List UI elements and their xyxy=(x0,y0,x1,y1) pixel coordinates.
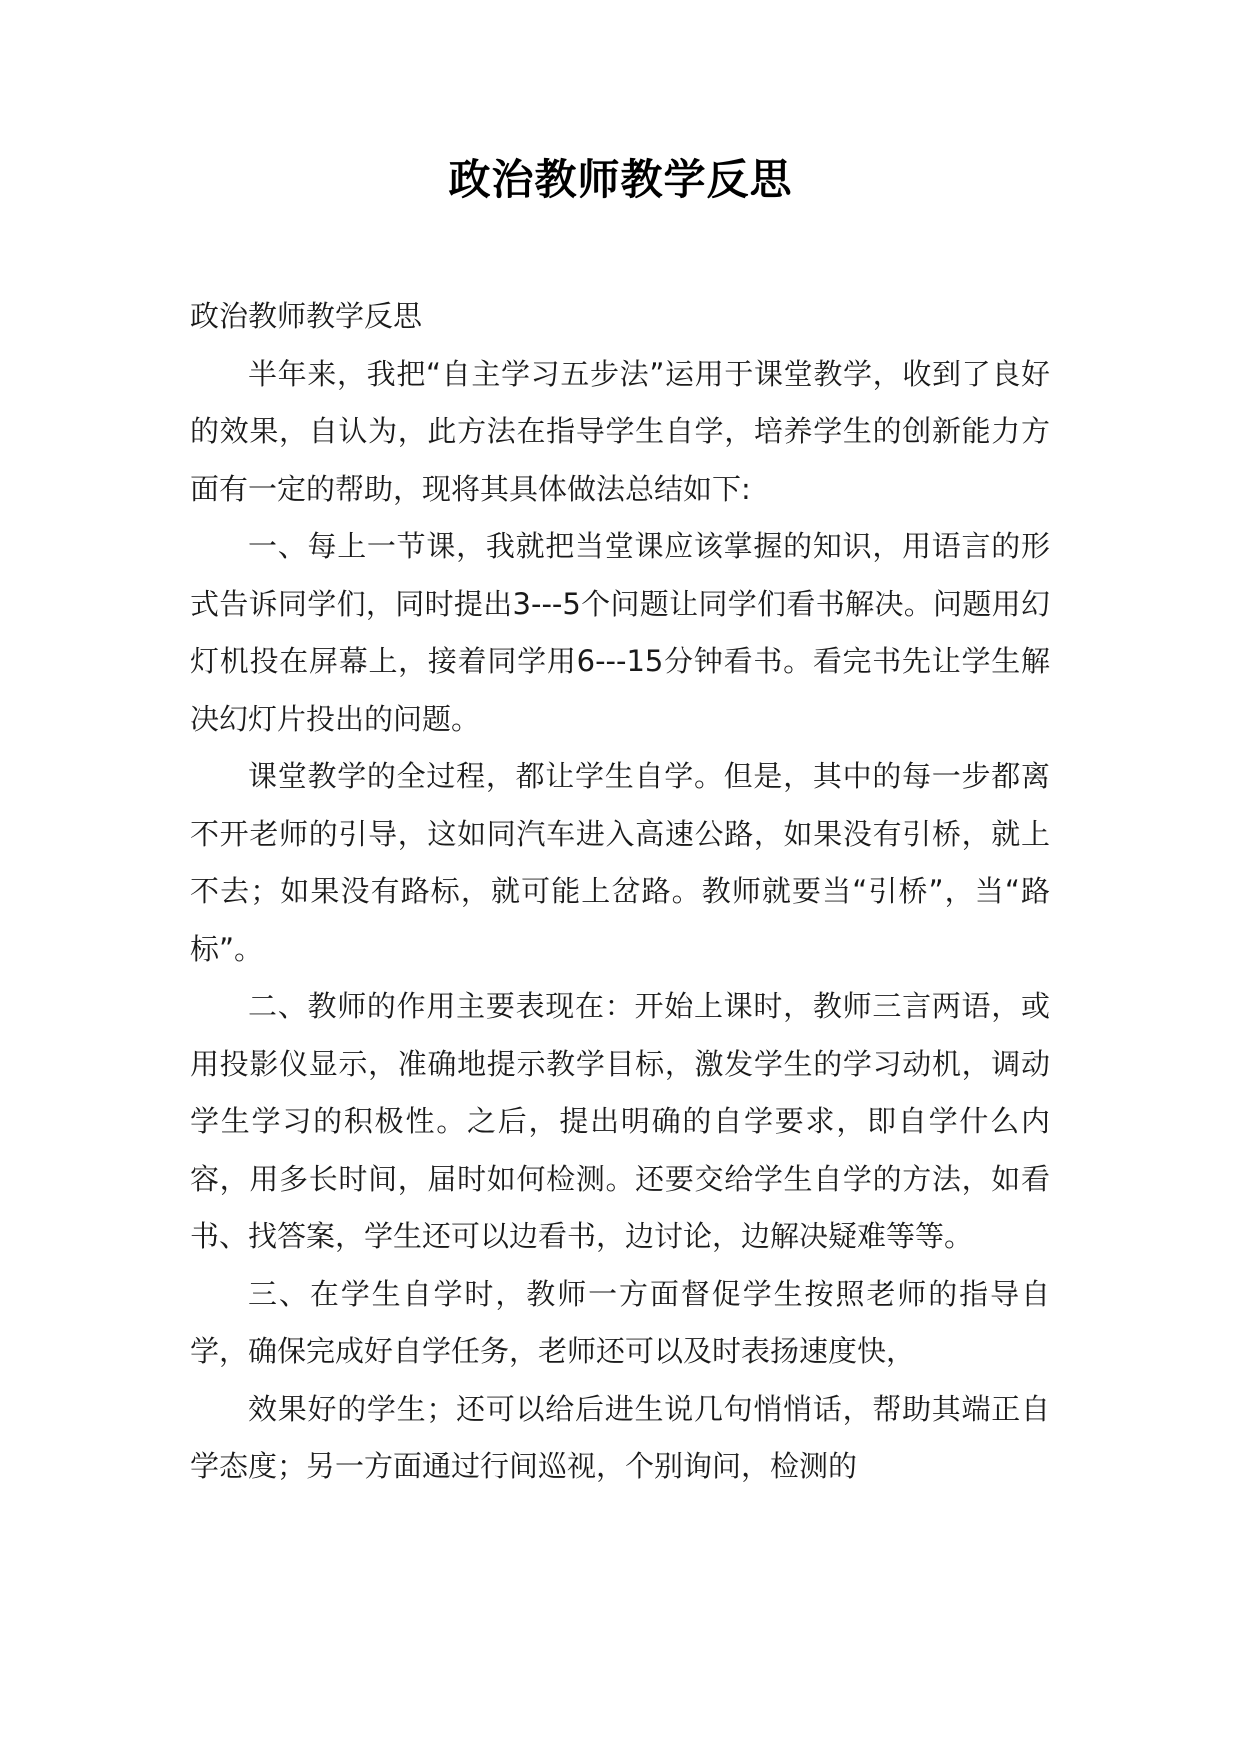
document-body xyxy=(190,288,1050,1496)
paragraph: 二、教师的作用主要表现在：开始上课时，教师三言两语，或用投影仪显示，准确地提示教学目标，激发学生的学习动机，调动学生学习的积极性。之后，提出明确的自学要求，即自学什么内容，用多长时间，届时如何检测。还要交给学生自学的方法，如看书、找答案，学生还可以边看书，边讨论，边解决疑难等等。 xyxy=(190,989,1050,1253)
body-heading: 政治教师教学反思 xyxy=(190,299,423,333)
paragraph: 课堂教学的全过程，都让学生自学。但是，其中的每一步都离不开老师的引导，这如同汽车进入高速公路，如果没有引桥，就上不去；如果没有路标，就可能上岔路。教师就要当“引桥”，当“路标”。 xyxy=(190,759,1050,966)
document-title: 政治教师教学反思 xyxy=(448,155,793,204)
paragraph: 效果好的学生；还可以给后进生说几句悄悄话，帮助其端正自学态度；另一方面通过行间巡视，个别询问，检测的 xyxy=(190,1391,1050,1483)
paragraph: 一、每上一节课，我就把当堂课应该掌握的知识，用语言的形式告诉同学们，同时提出3---5个问题让同学们看书解决。问题用幻灯机投在屏幕上，接着同学用6---15分钟看书。看完书先让学生解决幻灯片投出的问题。 xyxy=(190,529,1050,736)
paragraph: 三、在学生自学时，教师一方面督促学生按照老师的指导自学，确保完成好自学任务，老师还可以及时表扬速度快， xyxy=(190,1276,1050,1368)
paragraph: 半年来，我把“自主学习五步法”运用于课堂教学，收到了良好的效果，自认为，此方法在指导学生自学，培养学生的创新能力方面有一定的帮助，现将其具体做法总结如下: xyxy=(190,356,1050,506)
